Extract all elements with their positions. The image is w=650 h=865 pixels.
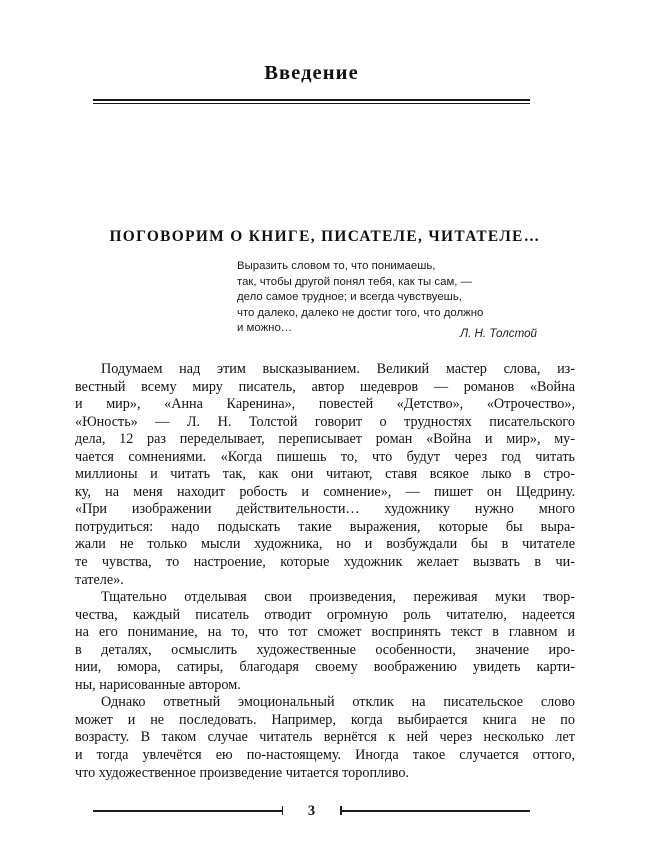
text-line: что художественное произведение читается торопливо.: [75, 764, 409, 781]
chapter-heading: Введение: [264, 62, 359, 84]
text-line: чается сомнениями. «Когда пишешь то, что будут через год читать: [75, 448, 575, 465]
paragraph: [75, 361, 575, 589]
text-line: миллионы и читать так, как они читают, ставя всякое лыко в стро-: [75, 466, 575, 483]
text-line: может и не последовать. Например, когда выбирается книга не по: [75, 711, 575, 728]
section-title: ПОГОВОРИМ О КНИГЕ, ПИСАТЕЛЕ, ЧИТАТЕЛЕ…: [109, 228, 541, 245]
text-line: [75, 589, 575, 607]
text-line: на его понимание, на то, что тот сможет воспринять текст в главном и: [75, 624, 575, 641]
page-number: 3: [307, 803, 316, 819]
text-line: тателе».: [75, 571, 124, 588]
text-line: вестный всему миру писатель, автор шедевров — романов «Война: [75, 378, 575, 395]
page-footer: [93, 803, 530, 819]
epigraph-line: Выразить словом то, что понимаешь,: [237, 260, 436, 272]
text-line: ку, на меня находит робость и сомнение», — пишет он Щедрину.: [75, 483, 575, 500]
text-line: жали не только мысли художника, но и возбуждали бы в читателе: [75, 536, 575, 553]
epigraph-line: и можно…: [237, 322, 293, 335]
text-line: [75, 694, 575, 712]
text-line: возрасту. В таком случае читатель вернётся к ней через несколько лет: [75, 729, 575, 746]
epigraph-line: так, чтобы другой понял тебя, как ты сам, —: [237, 275, 472, 288]
text-line: и мир», «Анна Каренина», повестей «Детство», «Отрочество»,: [75, 396, 575, 413]
text-line: потрудиться: надо подыскать такие выражения, которые бы выра-: [75, 518, 575, 535]
rule-thick-line: [93, 99, 530, 101]
text-line: нии, юмора, сатиры, благодаря своему воображению увидеть карти-: [75, 659, 575, 676]
paragraph: [75, 589, 575, 694]
rule-thin-line: [93, 103, 530, 104]
epigraph-block: [237, 259, 537, 337]
text-line: и тогда увлечётся ею по-настоящему. Иногда такое случается оттого,: [75, 747, 575, 764]
text-line: [75, 361, 575, 379]
line-text: Тщательно отделывая свои произведения, переживая муки твор-: [101, 589, 575, 606]
text-line: в деталях, осмыслить художественные особенности, значение иро-: [75, 641, 575, 658]
chapter-heading-rule: [93, 99, 530, 105]
line-text: Однако ответный эмоциональный отклик на писательское слово: [101, 694, 575, 711]
paragraph: [75, 694, 575, 782]
body-text: [75, 361, 575, 782]
epigraph-attribution: Л. Н. Толстой: [460, 327, 537, 340]
text-line: «Юность» — Л. Н. Толстой говорит о трудностях писательского: [75, 413, 575, 430]
epigraph-line: что далеко, далеко не достиг того, что должно: [237, 306, 484, 319]
text-line: чества, каждый писатель отводит огромную роль читателю, надеется: [75, 606, 575, 623]
line-text: Подумаем над этим высказыванием. Великий мастер слова, из-: [101, 361, 575, 377]
text-line: те чувства, то настроение, которые художник желает вызвать в чи-: [75, 554, 575, 571]
text-line: ны, нарисованные автором.: [75, 676, 241, 693]
epigraph-line: дело самое трудное; и всегда чувствуешь,: [237, 291, 462, 304]
text-line: «При изображении действительности… художнику нужно много: [75, 501, 575, 518]
text-line: дела, 12 раз переделывает, переписывает роман «Война и мир», му-: [75, 431, 575, 448]
